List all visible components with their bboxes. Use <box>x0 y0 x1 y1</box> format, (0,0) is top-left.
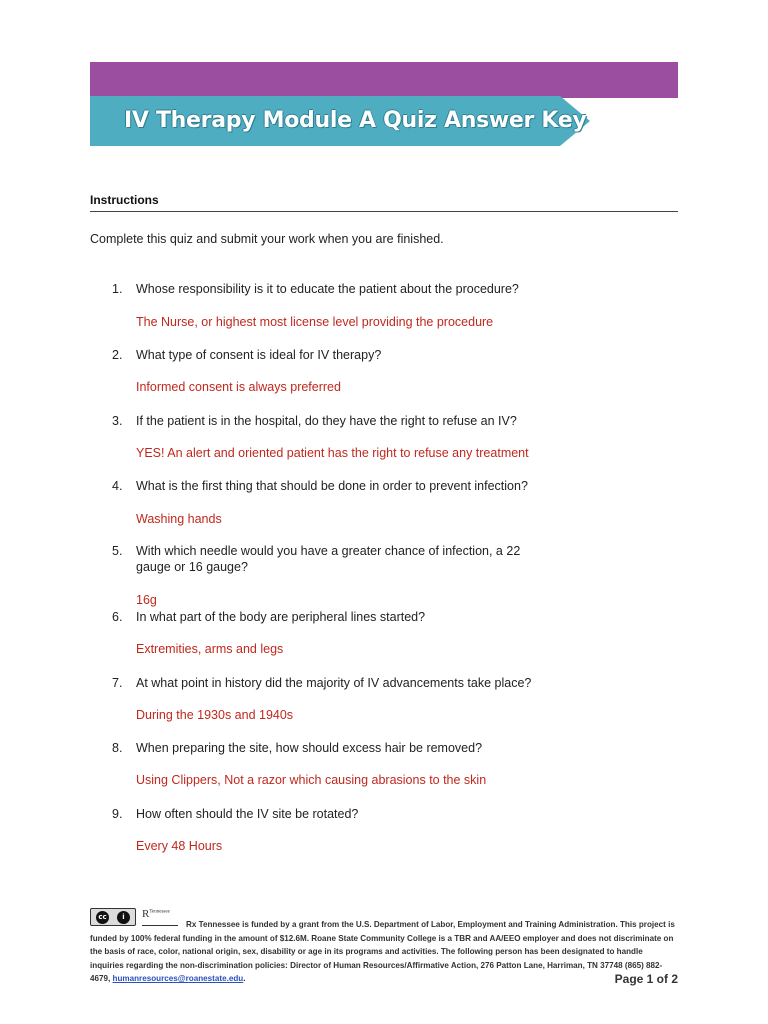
header-band-purple <box>90 62 678 98</box>
answer-5: 16g <box>136 593 157 607</box>
answer-3: YES! An alert and oriented patient has the right to refuse any treatment <box>136 446 529 460</box>
question-6 <box>112 609 572 625</box>
answer-2: Informed consent is always preferred <box>136 380 341 394</box>
question-text: How often should the IV site be rotated? <box>136 807 359 821</box>
document-title: IV Therapy Module A Quiz Answer Key <box>124 108 587 133</box>
question-number: 8. <box>112 741 123 755</box>
question-text: At what point in history did the majority of IV advancements take place? <box>136 676 532 690</box>
rx-logo-subtext: Tennessee <box>149 909 170 915</box>
question-text: If the patient is in the hospital, do they have the right to refuse an IV? <box>136 414 517 428</box>
question-9 <box>112 806 572 822</box>
answer-7: During the 1930s and 1940s <box>136 708 294 722</box>
question-text: Whose responsibility is it to educate the patient about the procedure? <box>136 282 519 296</box>
answer-4: Washing hands <box>136 512 222 526</box>
question-text: When preparing the site, how should excess hair be removed? <box>136 741 483 755</box>
question-number: 9. <box>112 807 123 821</box>
question-number: 6. <box>112 610 123 624</box>
question-5 <box>112 543 532 575</box>
disclaimer-text: Rx Tennessee is funded by a grant from the U.S. Department of Labor, Employment and Training Administration. This project is funded by 100% federal funding in the amount of $12.6M. Roane State Community College is a TBR and AA/EEO employer and does not discriminate on the basis of race, color, national origin, sex, disability or age in its programs and activities. The following person has been designated to handle inquiries regarding the non-discrimination policies: Director of Human Resources/Affirmative Action, 276 Patton Lane, Harriman, TN 37748 (865) 882-4679, <box>90 920 675 983</box>
question-number: 4. <box>112 479 123 493</box>
question-7 <box>112 675 572 691</box>
page-number: Page 1 of 2 <box>614 972 678 986</box>
question-number: 2. <box>112 348 123 362</box>
answer-1: The Nurse, or highest most license level providing the procedure <box>136 315 494 329</box>
question-text: What is the first thing that should be done in order to prevent infection? <box>136 479 528 493</box>
question-text: In what part of the body are peripheral lines started? <box>136 610 426 624</box>
disclaimer-end: . <box>243 974 246 983</box>
section-divider <box>90 211 678 212</box>
answer-8: Using Clippers, Not a razor which causing abrasions to the skin <box>136 773 487 787</box>
answer-9: Every 48 Hours <box>136 839 223 853</box>
question-number: 7. <box>112 676 123 690</box>
question-8 <box>112 740 572 756</box>
question-1 <box>112 281 572 297</box>
funding-disclaimer <box>90 918 678 986</box>
hr-email-link[interactable]: humanresources@roanestate.edu <box>112 974 244 983</box>
rx-logo-letter: R <box>142 908 150 920</box>
question-3 <box>112 413 572 429</box>
question-number: 3. <box>112 414 123 428</box>
question-number: 1. <box>112 282 123 296</box>
question-text: What type of consent is ideal for IV therapy? <box>136 348 382 362</box>
cc-icon: cc <box>96 911 109 924</box>
attribution-icon: i <box>117 911 130 924</box>
question-2 <box>112 347 572 363</box>
question-number: 5. <box>112 544 123 558</box>
instructions-heading: Instructions <box>90 193 159 207</box>
question-text: With which needle would you have a greater chance of infection, a 22 gauge or 16 gauge? <box>136 544 521 574</box>
instructions-text: Complete this quiz and submit your work when you are finished. <box>90 232 444 246</box>
question-4 <box>112 478 572 494</box>
answer-6: Extremities, arms and legs <box>136 642 284 656</box>
